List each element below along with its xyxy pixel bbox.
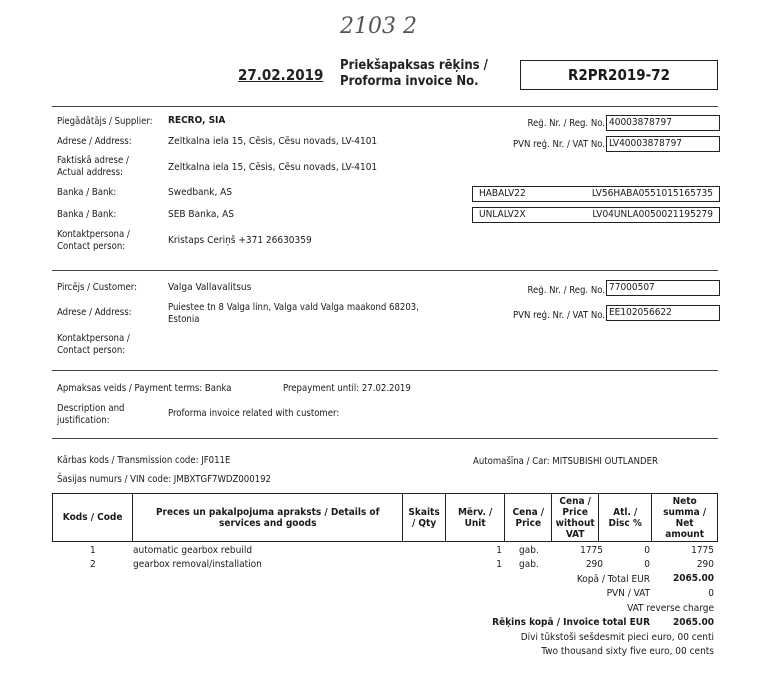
handwritten-note: 2103 2 <box>340 14 417 39</box>
row2-qty: 1 <box>496 559 502 570</box>
customer-vat-label: PVN reģ. Nr. / VAT No. <box>512 310 605 321</box>
row1-unit: gab. <box>519 545 539 556</box>
invoice-title-lv: Priekšapaksas rēķins / <box>340 58 488 73</box>
row1-qty: 1 <box>496 545 502 556</box>
customer-address-label: Adrese / Address: <box>57 307 132 318</box>
customer-reg-label: Reģ. Nr. / Reg. No. <box>527 285 605 296</box>
row1-net: 1775 <box>691 545 714 556</box>
supplier-reg-no: 40003878797 <box>606 115 720 131</box>
supplier-contact-label-1: Kontaktpersona / <box>57 229 130 240</box>
invoice-title-en: Proforma invoice No. <box>340 74 479 89</box>
payment-terms: Apmaksas veids / Payment terms: Banka <box>57 383 232 394</box>
customer-contact-label-1: Kontaktpersona / <box>57 333 130 344</box>
customer-contact-label-2: Contact person: <box>57 345 126 356</box>
bank2-swift: UNLALV2X <box>479 209 526 220</box>
total-in-words-en: Two thousand sixty five euro, 00 cents <box>541 646 714 657</box>
col-net-header: Neto summa / Net amount <box>652 494 718 542</box>
supplier-actual-address-label-2: Actual address: <box>57 167 123 178</box>
col-price-header: Cena / Price <box>505 494 552 542</box>
bank1-iban: LV56HABA0551015165735 <box>591 188 713 199</box>
supplier-contact: Kristaps Ceriņš +371 26630359 <box>168 235 312 246</box>
row2-description: gearbox removal/installation <box>133 559 262 570</box>
bank2-name: SEB Banka, AS <box>168 209 234 220</box>
vat-value: 0 <box>708 588 714 599</box>
total-value: 2065.00 <box>673 573 714 584</box>
row2-price-wo-vat: 290 <box>585 559 603 570</box>
bank1-swift: HABALV22 <box>479 188 526 199</box>
supplier-actual-address: Zeltkalna iela 15, Cēsis, Cēsu novads, LV-4101 <box>168 162 378 173</box>
vat-label: PVN / VAT <box>606 588 650 599</box>
customer-vat-no: EE102056622 <box>606 305 720 321</box>
bank2-account-box <box>472 207 720 223</box>
customer-label: Pircējs / Customer: <box>57 282 137 293</box>
row2-unit: gab. <box>519 559 539 570</box>
bank1-name: Swedbank, AS <box>168 187 233 198</box>
row1-price-wo-vat: 1775 <box>580 545 603 556</box>
car-model: Automašīna / Car: MITSUBISHI OUTLANDER <box>473 456 658 467</box>
invoice-total-label: Rēķins kopā / Invoice total EUR <box>492 617 650 628</box>
divider <box>52 106 718 107</box>
supplier-vat-label: PVN reģ. Nr. / VAT No. <box>512 139 605 150</box>
description-label-1: Description and <box>57 403 125 414</box>
supplier-address-label: Adrese / Address: <box>57 136 132 147</box>
customer-address-line2: Estonia <box>168 314 200 325</box>
supplier-vat-no: LV40003878797 <box>606 136 720 152</box>
divider <box>52 370 718 371</box>
description-text: Proforma invoice related with customer: <box>168 408 340 419</box>
invoice-total-value: 2065.00 <box>673 617 714 628</box>
supplier-address: Zeltkalna iela 15, Cēsis, Cēsu novads, LV-4101 <box>168 136 378 147</box>
vat-reverse-charge: VAT reverse charge <box>627 603 714 614</box>
customer-name: Valga Vallavalitsus <box>168 282 252 293</box>
row1-description: automatic gearbox rebuild <box>133 545 253 556</box>
items-table-header <box>52 493 718 542</box>
bank1-account-box <box>472 186 720 202</box>
col-qty-header: Skaits / Qty <box>403 494 446 542</box>
divider <box>52 438 718 439</box>
bank1-label: Banka / Bank: <box>57 187 117 198</box>
invoice-date: 27.02.2019 <box>238 66 324 84</box>
transmission-code: Kārbas kods / Transmission code: JF011E <box>57 455 231 466</box>
col-details-header: Preces un pakalpojuma apraksts / Details of services and goods <box>133 494 403 542</box>
row2-net: 290 <box>696 559 714 570</box>
supplier-name: RECRO, SIA <box>168 115 226 126</box>
col-unit-header: Mērv. / Unit <box>445 494 504 542</box>
supplier-actual-address-label-1: Faktiskā adrese / <box>57 155 129 166</box>
col-price-without-vat-header: Cena / Price without VAT <box>552 494 599 542</box>
total-label: Kopā / Total EUR <box>576 574 650 585</box>
bank2-label: Banka / Bank: <box>57 209 117 220</box>
supplier-label: Piegādātājs / Supplier: <box>57 116 153 127</box>
prepayment-until: Prepayment until: 27.02.2019 <box>283 383 411 394</box>
vin-code: Šasijas numurs / VIN code: JMBXTGF7WDZ000192 <box>57 474 271 485</box>
row1-code: 1 <box>90 545 96 556</box>
row1-discount: 0 <box>644 545 650 556</box>
description-label-2: justification: <box>57 415 110 426</box>
supplier-contact-label-2: Contact person: <box>57 241 126 252</box>
row2-code: 2 <box>90 559 96 570</box>
col-discount-header: Atl. / Disc % <box>599 494 652 542</box>
col-code-header: Kods / Code <box>53 494 133 542</box>
divider <box>52 270 718 271</box>
row2-discount: 0 <box>644 559 650 570</box>
bank2-iban: LV04UNLA0050021195279 <box>592 209 713 220</box>
customer-address-line1: Puiestee tn 8 Valga linn, Valga vald Valga maakond 68203, <box>168 302 419 313</box>
total-in-words-lv: Divi tūkstoši sešdesmit pieci euro, 00 centi <box>520 632 714 643</box>
invoice-number-box: R2PR2019-72 <box>520 60 718 90</box>
supplier-reg-label: Reģ. Nr. / Reg. No. <box>527 118 605 129</box>
customer-reg-no: 77000507 <box>606 280 720 296</box>
